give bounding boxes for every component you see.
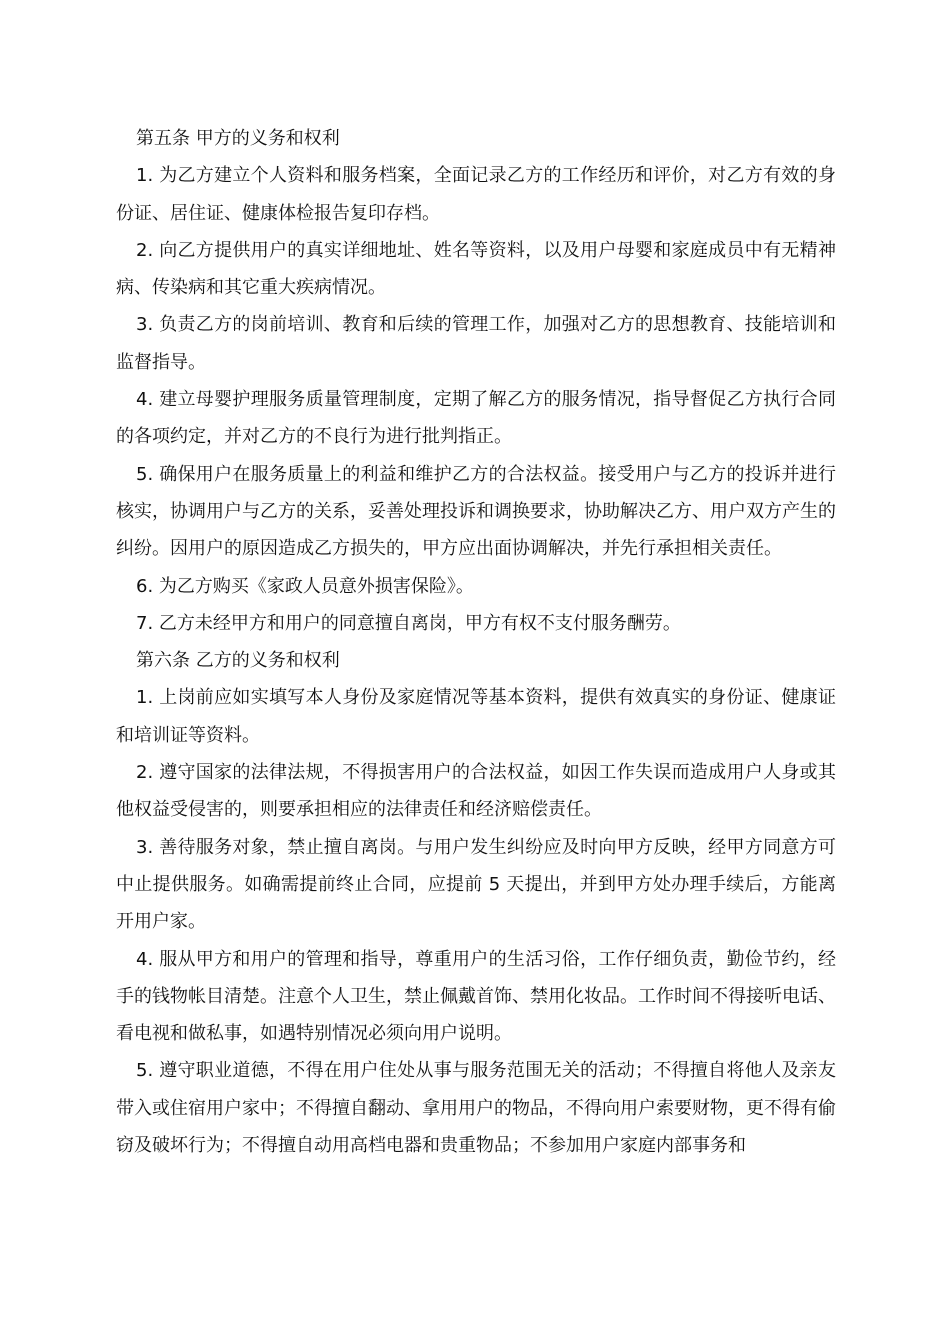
article-5-item-3: 3. 负责乙方的岗前培训、教育和后续的管理工作，加强对乙方的思想教育、技能培训和监督指导。: [116, 314, 836, 373]
article-6-heading: 第六条 乙方的义务和权利: [136, 650, 340, 672]
article-6-item-3: 3. 善待服务对象，禁止擅自离岗。与用户发生纠纷应及时向甲方反映，经甲方同意方可中止提供服务。如确需提前终止合同，应提前 5 天提出，并到甲方处办理手续后，方能离开用户家。: [116, 836, 836, 933]
article-5-item-4: 4. 建立母婴护理服务质量管理制度，定期了解乙方的服务情况，指导督促乙方执行合同的各项约定，并对乙方的不良行为进行批判指正。: [116, 389, 836, 448]
article-5-heading: 第五条 甲方的义务和权利: [136, 128, 340, 149]
article-5-item-5: 5. 确保用户在服务质量上的利益和维护乙方的合法权益。接受用户与乙方的投诉并进行核实，协调用户与乙方的关系，妥善处理投诉和调换要求，协助解决乙方、用户双方产生的纠纷。因用户的原因造成乙方损失的，甲方应出面协调解决，并先行承担相关责任。: [116, 463, 836, 560]
article-6-item-4: 4. 服从甲方和用户的管理和指导，尊重用户的生活习俗，工作仔细负责，勤俭节约，经手的钱物帐目清楚。注意个人卫生，禁止佩戴首饰、禁用化妆品。工作时间不得接听电话、看电视和做私事，如遇特别情况必须向用户说明。: [116, 948, 836, 1045]
article-5-item-2: 2. 向乙方提供用户的真实详细地址、姓名等资料，以及用户母婴和家庭成员中有无精神病、传染病和其它重大疾病情况。: [116, 239, 836, 299]
article-5-item-1: 1. 为乙方建立个人资料和服务档案，全面记录乙方的工作经历和评价，对乙方有效的身份证、居住证、健康体检报告复印存档。: [116, 165, 836, 224]
article-6-item-1: 1. 上岗前应如实填写本人身份及家庭情况等基本资料，提供有效真实的身份证、健康证和培训证等资料。: [116, 687, 836, 746]
article-5-item-6: 6. 为乙方购买《家政人员意外损害保险》。: [136, 575, 474, 597]
article-5-item-7: 7. 乙方未经甲方和用户的同意擅自离岗，甲方有权不支付服务酬劳。: [136, 612, 681, 634]
article-6-item-5: 5. 遵守职业道德，不得在用户住处从事与服务范围无关的活动；不得擅自将他人及亲友带入或住宿用户家中；不得擅自翻动、拿用用户的物品，不得向用户索要财物，更不得有偷窃及破坏行为；不得擅自动用高档电器和贵重物品；不参加用户家庭内部事务和: [116, 1060, 836, 1157]
document-body: [116, 120, 836, 1164]
article-6-item-2: 2. 遵守国家的法律法规，不得损害用户的合法权益，如因工作失误而造成用户人身或其他权益受侵害的，则要承担相应的法律责任和经济赔偿责任。: [116, 762, 836, 821]
